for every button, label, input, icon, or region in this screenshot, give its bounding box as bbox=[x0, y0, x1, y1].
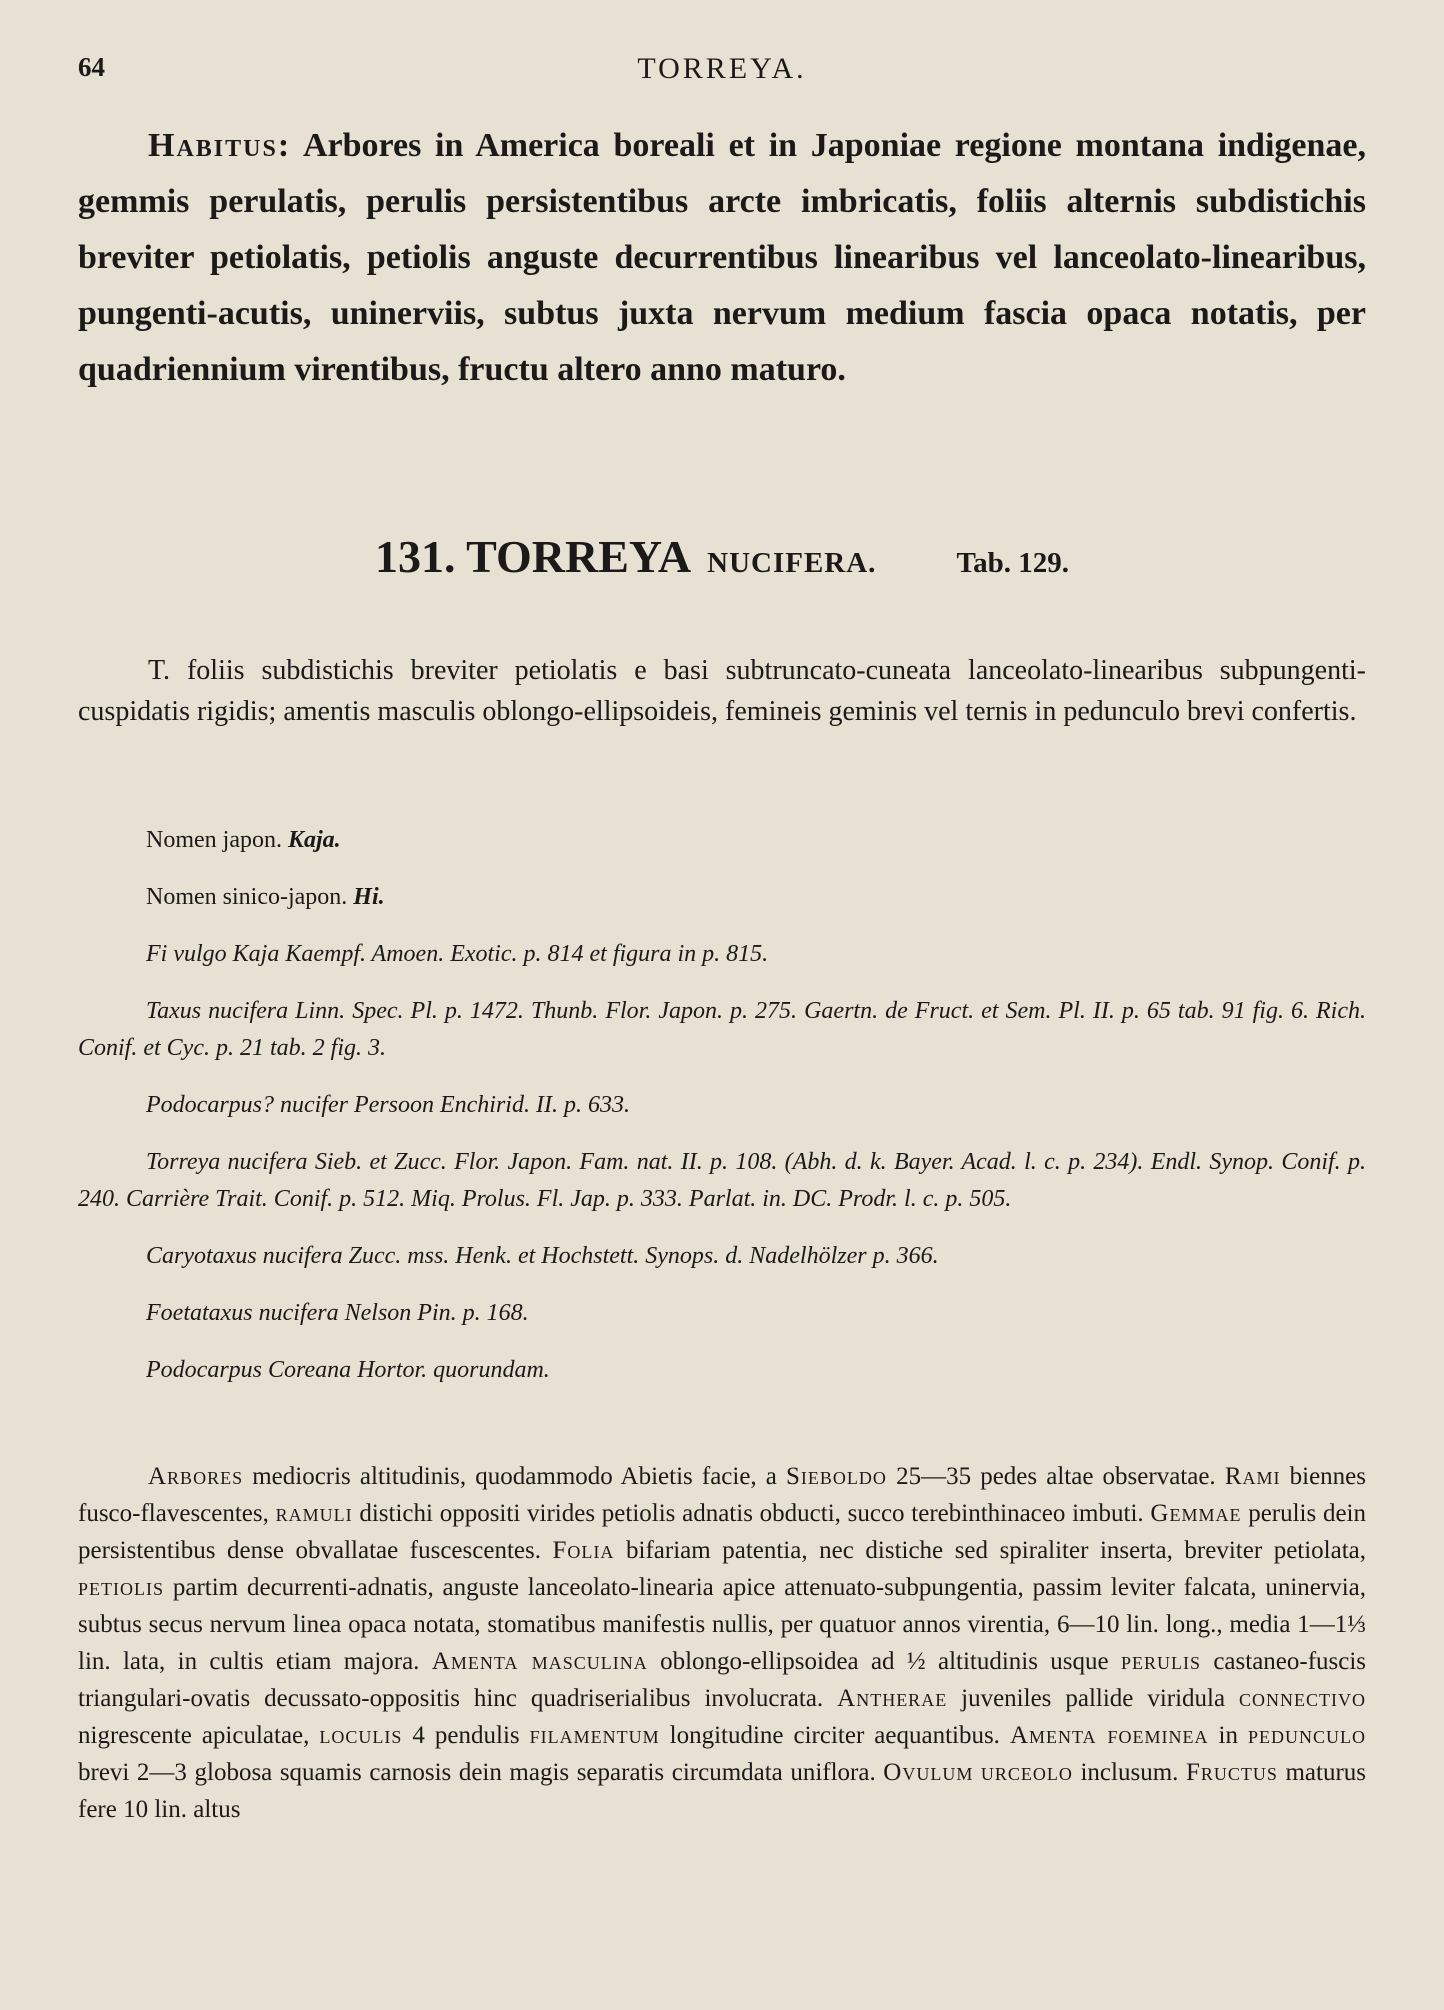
synonym-label: Nomen sinico-japon. bbox=[146, 884, 348, 910]
term-rami: Rami bbox=[1224, 1463, 1281, 1490]
desc-text: in bbox=[1218, 1722, 1238, 1749]
synonym-entry: Podocarpus? nucifer Persoon Enchirid. II. p. 633. bbox=[146, 1092, 630, 1118]
synonym-entry: Taxus nucifera Linn. Spec. Pl. p. 1472. Thunb. Flor. Japon. p. 275. Gaertn. de Fruct. et Sem. Pl. II. p. 65 tab. 91 fig. 6. Rich. Conif. et Cyc. p. 21 tab. 2 fig. 3. bbox=[78, 998, 1366, 1061]
term-amenta-masculina: Amenta masculina bbox=[431, 1648, 648, 1675]
desc-text: perulis dein persistentibus dense obvallatae fuscescentes. bbox=[78, 1500, 1367, 1564]
synonymy-list bbox=[78, 822, 1366, 1409]
term-ramuli: ramuli bbox=[275, 1500, 353, 1527]
habitus-lead: Habitus: bbox=[148, 127, 292, 164]
desc-text: oblongo-ellipsoidea ad ½ altitudinis usque bbox=[660, 1648, 1109, 1675]
desc-text: inclusum. bbox=[1080, 1759, 1179, 1786]
term-loculis: loculis bbox=[319, 1722, 403, 1749]
term-fructus: Fructus bbox=[1185, 1759, 1278, 1786]
term-folia: Folia bbox=[552, 1537, 615, 1564]
running-title: TORREYA. bbox=[637, 52, 807, 85]
page-header bbox=[78, 52, 1366, 92]
term-filamentum: filamentum bbox=[529, 1722, 660, 1749]
term-petiolis: petiolis bbox=[78, 1574, 164, 1601]
desc-text: 4 pendulis bbox=[412, 1722, 520, 1749]
plate-reference: Tab. 129. bbox=[956, 547, 1069, 579]
synonym-entry: Fi vulgo Kaja Kaempf. Amoen. Exotic. p. 814 et figura in p. 815. bbox=[146, 941, 769, 967]
page-number: 64 bbox=[78, 52, 105, 82]
term-amenta-foeminea: Amenta foeminea bbox=[1009, 1722, 1209, 1749]
desc-text: mediocris altitudinis, quodammodo Abietis facie, a bbox=[252, 1463, 777, 1490]
synonym-value: Kaja. bbox=[287, 827, 341, 853]
desc-text: nigrescente apiculatae, bbox=[78, 1722, 310, 1749]
term-pedunculo: pedunculo bbox=[1248, 1722, 1367, 1749]
term-arbores: Arbores bbox=[148, 1463, 244, 1490]
synonym-value: Hi. bbox=[353, 884, 385, 910]
desc-text: partim decurrenti-adnatis, anguste lanceolato-linearia apice attenuato-subpungentia, passim leviter falcata, uninervia, subtus secus nervum linea opaca notata, stomatibus manifestis nullis, per quatuor annos virentia, 6—10 lin. long., media 1—1⅓ lin. lata, in cultis etiam majora. bbox=[78, 1574, 1366, 1675]
term-connectivo: connectivo bbox=[1239, 1685, 1367, 1712]
synonym-entry: Caryotaxus nucifera Zucc. mss. Henk. et Hochstett. Synops. d. Nadelhölzer p. 366. bbox=[146, 1243, 939, 1269]
desc-text: juveniles pallide viridula bbox=[961, 1685, 1226, 1712]
desc-text: brevi 2—3 globosa squamis carnosis dein magis separatis circumdata uniflora. bbox=[78, 1759, 876, 1786]
desc-text: biennes fusco-flavescentes, bbox=[78, 1463, 1366, 1527]
synonym-entry: Foetataxus nucifera Nelson Pin. p. 168. bbox=[146, 1300, 529, 1326]
term-perulis: perulis bbox=[1120, 1648, 1201, 1675]
species-description bbox=[78, 1458, 1366, 1828]
desc-text: distichi oppositi virides petiolis adnatis obducti, succo terebinthinaceo imbuti. bbox=[359, 1500, 1144, 1527]
synonym-entry: Podocarpus Coreana Hortor. quorundam. bbox=[146, 1357, 550, 1383]
synonym-nomen-japon bbox=[78, 822, 1366, 859]
species-heading bbox=[78, 530, 1366, 583]
desc-text: longitudine circiter aequantibus. bbox=[669, 1722, 1000, 1749]
synonym-nomen-sinico-japon bbox=[78, 879, 1366, 916]
desc-text: bifariam patentia, nec distiche sed spiraliter inserta, breviter petiolata, bbox=[626, 1537, 1367, 1564]
term-ovulum: Ovulum bbox=[883, 1759, 974, 1786]
synonym-entry: Torreya nucifera Sieb. et Zucc. Flor. Japon. Fam. nat. II. p. 108. (Abh. d. k. Bayer. Acad. l. c. p. 234). Endl. Synop. Conif. p. 240. Carrière Trait. Conif. p. 512. Miq. Prolus. Fl. Jap. p. 333. Parlat. in. DC. Prodr. l. c. p. 505. bbox=[78, 1149, 1366, 1212]
habitus-text: Arbores in America boreali et in Japoniae regione montana indigenae, gemmis perulatis, perulis persistentibus arcte imbricatis, foliis alternis subdistichis breviter petiolatis, petiolis anguste decurrentibus linearibus vel lanceolato-linearibus, pungenti-acutis, uninerviis, subtus juxta nervum medium fascia opaca notatis, per quadriennium virentibus, fructu altero anno maturo. bbox=[78, 127, 1366, 388]
species-number-genus: 131. TORREYA bbox=[374, 531, 692, 582]
desc-text: 25—35 pedes altae observatae. bbox=[896, 1463, 1216, 1490]
desc-text: maturus fere 10 lin. altus bbox=[78, 1759, 1366, 1823]
term-urceolo: urceolo bbox=[980, 1759, 1073, 1786]
species-diagnosis: T. foliis subdistichis breviter petiolatis e basi subtruncato-cuneata lanceolato-linearibus subpungenti-cuspidatis rigidis; amentis masculis oblongo-ellipsoideis, femineis geminis vel ternis in pedunculo brevi confertis. bbox=[78, 655, 1366, 727]
species-epithet: NUCIFERA. bbox=[707, 547, 877, 579]
synonym-label: Nomen japon. bbox=[146, 827, 282, 853]
term-gemmae: Gemmae bbox=[1150, 1500, 1242, 1527]
desc-text: castaneo-fuscis triangulari-ovatis decussato-oppositis hinc quadriserialibus involucrata. bbox=[78, 1648, 1367, 1712]
genus-habitus-paragraph bbox=[78, 118, 1366, 398]
author-siebold: Sieboldo bbox=[786, 1463, 887, 1490]
term-antherae: Antherae bbox=[837, 1685, 948, 1712]
